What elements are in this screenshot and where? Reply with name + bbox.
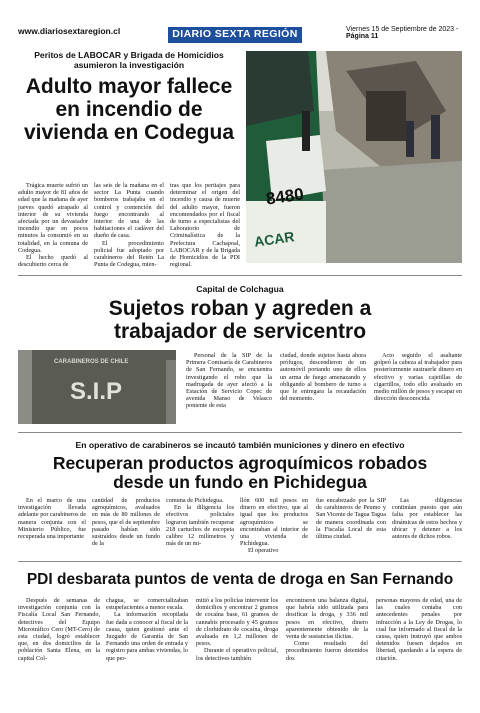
article2-col2: ciudad, donde sujetos hasta ahora prófugos, descendieron de un automóvil portando uno de ellos un arma de fuego amenazando y obligando al bombero de turno a que le entregara la recaudación del momento. <box>280 352 366 403</box>
sip-photo <box>18 350 176 424</box>
truck-number: 8480 <box>264 184 305 209</box>
article2-kicker: Capital de Colchagua <box>196 284 284 294</box>
article4-headline: PDI desbarata puntos de venta de droga en San Fernando <box>26 571 454 588</box>
article3-col3: comuna de Pichidegua. En la diligencia los efectivos policiales lograron también recuperar 218 cartuchos de escopeta calibre 12 milímetros y más de un mi- <box>166 497 234 548</box>
sip-photo-caption: CARABINEROS DE CHILE <box>54 359 129 365</box>
article3-col6: Las diligencias continúan puesto que aún falta por establecer las dinámicas de estos hechos y ubicar y detener a los autores de dichos robos. <box>392 497 462 541</box>
article2-col1: Personal de la SIP de la Primera Comisaría de Carabineros de San Fernando, se encuentra investigando el robo que la madrugada de ayer afectó a la Estación de Servicio Copec de avenida Manso de Velasco poniente de esta <box>186 352 272 410</box>
article3-col1: En el marco de una investigación llevada adelante por carabineros de manera conjunta con el Ministerio Público, fue recuperada una importante <box>18 497 86 541</box>
divider-1 <box>18 275 462 276</box>
article4-col4: encontraron una balanza digital, que habría sido utilizada para dosificar la droga, y 336 mil pesos en efectivo, dinero aparentemente obtenido de la venta de sustancias ilícitas. Como resultado del procedimiento fueron detenidos dos <box>286 597 368 662</box>
article1-col1: Trágica muerte sufrió un adulto mayor de 81 años de edad que la mañana de ayer jueves quedó atrapado al interior de su vivienda afectada por un devastador incendio que en pocos minutos la consumió en su totalidad, en la comuna de Codegua. El hecho quedó al descubierto cerca de <box>18 182 88 269</box>
article4-col5: personas mayores de edad, una de las cuales contaba con antecedentes penales por infracción a la Ley de Drogas, lo cual fue informado al fiscal de la causa, quien instruyó que ambos detenidos fuesen dejados en libertad, quedando a la espera de citación. <box>376 597 462 662</box>
issue-date: Viernes 15 de Septiembre de 2023 - Página 11 <box>346 26 459 40</box>
article4-col2: chagua, se comercializaban estupefacientes a menor escala. La información recopilada fue dada a conocer al fiscal de la causa, quien gestionó ante el Juzgado de Garantía de San Fernando una orden de entrada y registro para ambas viviendas, lo que per- <box>106 597 188 662</box>
article3-kicker: En operativo de carabineros se incautó también municiones y dinero en efectivo <box>75 440 405 450</box>
article3-col4: llón 600 mil pesos en dinero en efectivo, que al igual que los productos agroquímicos se encontraban al interior de una vivienda de Pichidegua. El operativo <box>240 497 308 555</box>
divider-3 <box>18 561 462 562</box>
article3-headline: Recuperan productos agroquímicos robados desde un fundo en Pichidegua <box>52 453 428 492</box>
truck-lettering: ACAR <box>253 228 296 250</box>
article2-headline: Sujetos roban y agreden a trabajador de servicentro <box>108 297 372 343</box>
article1-col2: las seis de la mañana en el sector La Punta cuando bomberos trabajaba en el control y contención del fuego encontrando al interior de una de las habitaciones el cadáver del dueño de casa. El procedimiento policial fue adoptado por carabineros del Retén La Punta de Codegua, mien- <box>94 182 164 269</box>
article1-col3: tras que los peritajes para determinar el origen del incendio y causa de muerte del adulto mayor, fueron encomendados por el fiscal de turno a especialistas del Laboratorio de Criminalística de la Prefectura Cachapoal, LABOCAR y de la Brigada de Homicidios de la PDI regional. <box>170 182 240 269</box>
brand-name: DIARIO SEXTA REGIÓN <box>172 28 298 40</box>
site-url[interactable]: www.diariosextaregion.cl <box>18 26 121 36</box>
article1-headline: Adulto mayor fallece en incendio de vivienda en Codegua <box>23 75 235 144</box>
article4-col1: Después de semanas de investigación conjunta con la Fiscalía Local San Fernando, detectives del Equipo Microtráfico Cero (MT-Cero) de esta ciudad, logró establecer que, en dos domicilios de la población Santa Elena, en la capital Col- <box>18 597 100 662</box>
divider-2 <box>18 432 462 433</box>
page-number: Página 11 <box>346 33 379 40</box>
sip-letters: S.I.P <box>70 378 123 405</box>
article3-col2: cantidad de productos agroquímicos, avaluados en más de 80 millones de pesos, que el de septiembre pasado habían sido sustraídos desde un fundo de la <box>92 497 160 548</box>
article4-col3: mitió a los policías intervenir los domicilios y encontrar 2 gramos de cocaína base, 61 gramos de cannabis procesado y 45 gramos de clorhidrato de cocaína, droga avaluada en 1,2 millones de pesos. Durante el operativo policial, los detectives también <box>196 597 278 662</box>
article3-col5: fue encabezado por la SIP de carabineros de Peumo y San Vicente de Tagua Tagua de manera coordinada con la Fiscalía Local de esta última ciudad. <box>316 497 386 541</box>
article1-kicker: Peritos de LABOCAR y Brigada de Homicidios asumieron la investigación <box>34 50 224 70</box>
article2-col3: Acto seguido el asaltante golpeó la cabeza al trabajador para posteriormente sustraerle dinero en efectivo y varias cajetillas de cigarrillos, todo ello avaluado en medio millón de pesos y escapar en dirección desconocida. <box>374 352 462 403</box>
fire-scene-photo <box>246 51 462 263</box>
